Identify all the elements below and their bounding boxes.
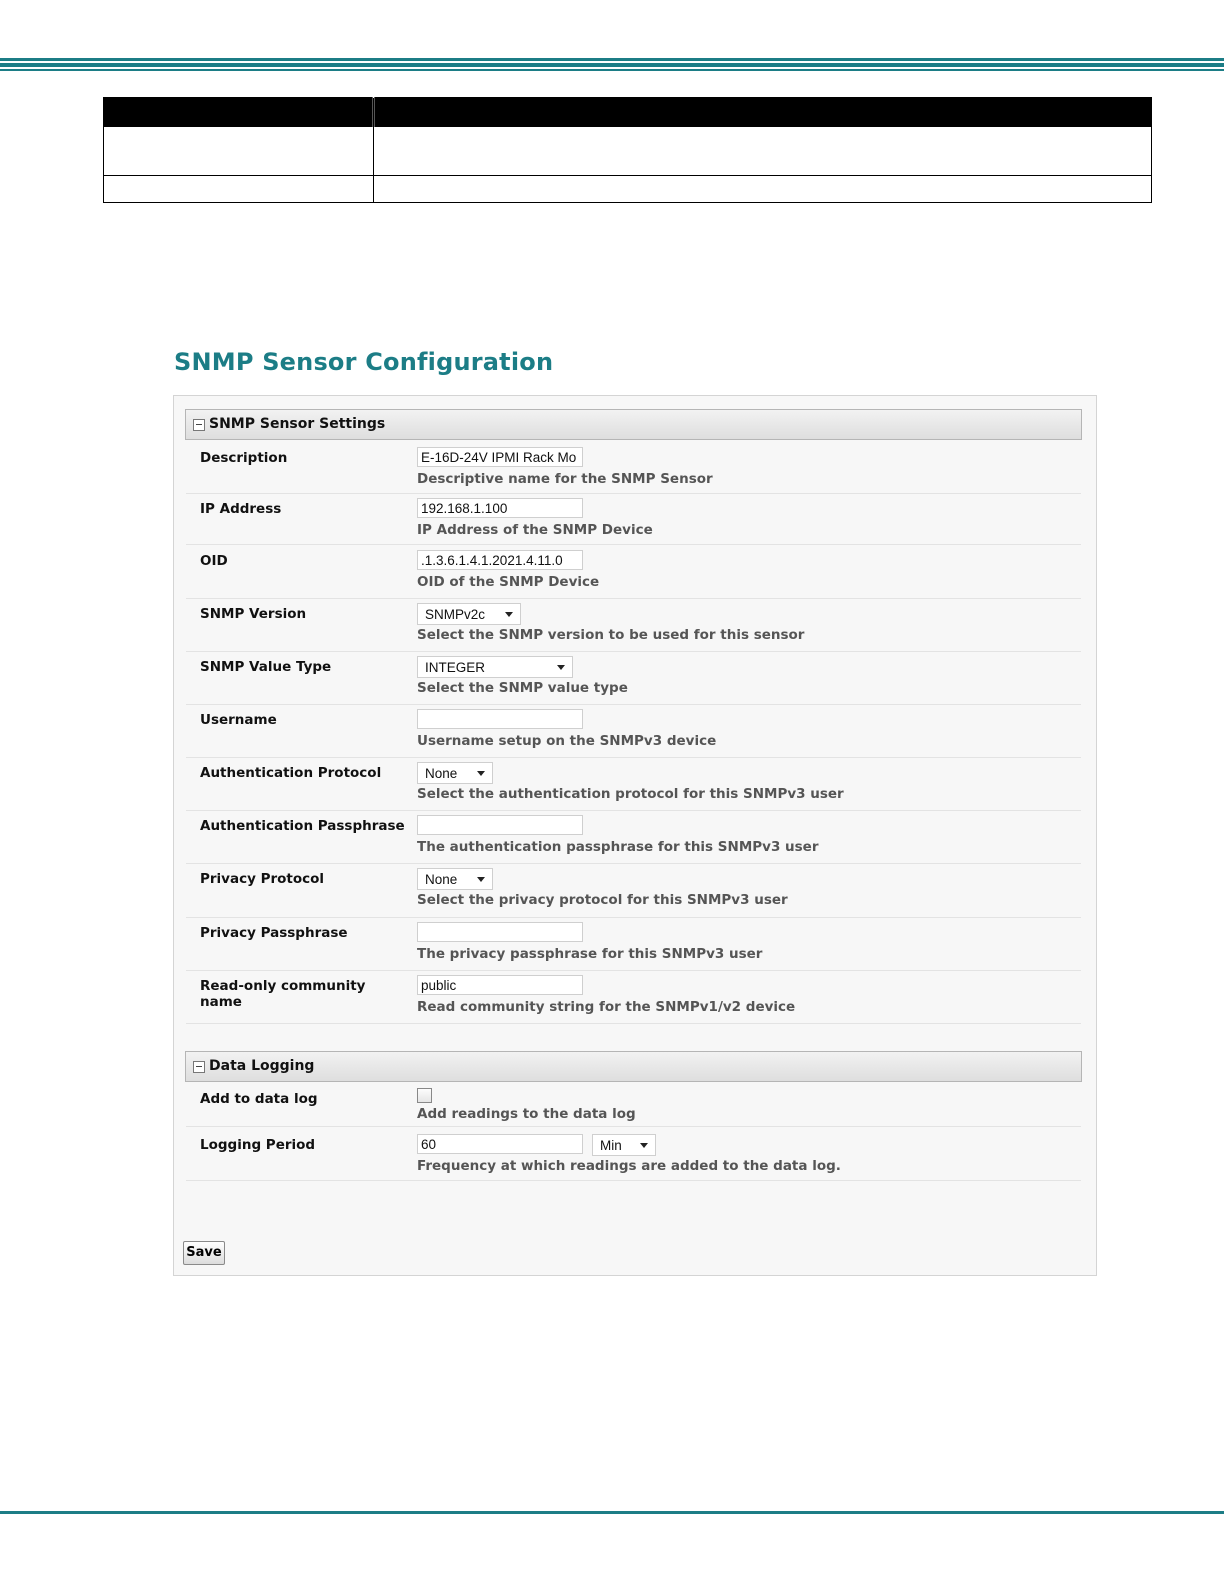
privacy-passphrase-input[interactable] xyxy=(417,922,583,942)
data-logging-header[interactable] xyxy=(185,1051,1082,1082)
field-label: Username xyxy=(200,712,277,728)
field-help: OID of the SNMP Device xyxy=(417,574,600,590)
community-row xyxy=(186,971,1081,1024)
description-input[interactable]: E-16D-24V IPMI Rack Mo xyxy=(417,447,583,467)
chevron-down-icon xyxy=(477,877,485,882)
chevron-down-icon xyxy=(557,665,565,670)
save-button[interactable]: Save xyxy=(183,1241,225,1265)
table-header-cell xyxy=(374,98,1152,127)
document-table xyxy=(103,97,1152,203)
snmp-version-select[interactable] xyxy=(417,603,521,625)
select-value: None xyxy=(425,872,458,887)
snmp-version-row xyxy=(186,599,1081,652)
field-label: IP Address xyxy=(200,501,282,517)
community-input[interactable]: public xyxy=(417,975,583,995)
field-label: Add to data log xyxy=(200,1091,318,1107)
chevron-down-icon xyxy=(640,1143,648,1148)
table-row xyxy=(104,127,1152,176)
select-value: INTEGER xyxy=(425,660,486,675)
description-row xyxy=(186,443,1081,494)
field-label: OID xyxy=(200,553,228,569)
section-title: Data Logging xyxy=(209,1058,315,1074)
table-header-cell xyxy=(104,98,374,127)
oid-row xyxy=(186,546,1081,599)
chevron-down-icon xyxy=(505,612,513,617)
field-label: Authentication Passphrase xyxy=(200,818,405,834)
collapse-icon[interactable] xyxy=(193,419,205,431)
field-help: Descriptive name for the SNMP Sensor xyxy=(417,471,713,487)
auth-protocol-select[interactable] xyxy=(417,762,493,784)
field-help: Select the SNMP value type xyxy=(417,680,628,696)
add-to-log-row xyxy=(186,1084,1081,1127)
header-rule xyxy=(0,58,1224,61)
table-cell xyxy=(104,127,374,176)
chevron-down-icon xyxy=(477,771,485,776)
logging-period-input[interactable]: 60 xyxy=(417,1134,583,1154)
field-label: SNMP Version xyxy=(200,606,307,622)
section-title: SNMP Sensor Settings xyxy=(209,416,386,432)
field-label: Read-only community name xyxy=(200,978,366,1010)
field-label: Authentication Protocol xyxy=(200,765,382,781)
field-help: Frequency at which readings are added to the data log. xyxy=(417,1158,841,1174)
table-cell xyxy=(374,176,1152,203)
field-help: Read community string for the SNMPv1/v2 device xyxy=(417,999,796,1015)
privacy-passphrase-row xyxy=(186,918,1081,971)
field-help: The privacy passphrase for this SNMPv3 user xyxy=(417,946,763,962)
oid-input[interactable]: .1.3.6.1.4.1.2021.4.11.0 xyxy=(417,550,583,570)
table-row xyxy=(104,176,1152,203)
auth-passphrase-row xyxy=(186,811,1081,864)
field-label: Privacy Protocol xyxy=(200,871,325,887)
username-row xyxy=(186,705,1081,758)
ip-address-row xyxy=(186,494,1081,545)
logging-unit-select[interactable] xyxy=(592,1134,656,1156)
logging-period-row xyxy=(186,1130,1081,1181)
privacy-protocol-select[interactable] xyxy=(417,868,493,890)
field-help: Select the SNMP version to be used for this sensor xyxy=(417,627,805,643)
table-cell xyxy=(104,176,374,203)
header-rule xyxy=(0,63,1224,67)
field-help: Username setup on the SNMPv3 device xyxy=(417,733,717,749)
select-value: SNMPv2c xyxy=(425,607,486,622)
field-help: IP Address of the SNMP Device xyxy=(417,522,653,538)
table-cell xyxy=(374,127,1152,176)
collapse-icon[interactable] xyxy=(193,1061,205,1073)
footer-rule xyxy=(0,1511,1224,1514)
page-title: SNMP Sensor Configuration xyxy=(174,348,554,376)
value-type-row xyxy=(186,652,1081,705)
username-input[interactable] xyxy=(417,709,583,729)
auth-protocol-row xyxy=(186,758,1081,811)
field-label: Privacy Passphrase xyxy=(200,925,348,941)
header-rule xyxy=(0,69,1224,71)
ip-address-input[interactable]: 192.168.1.100 xyxy=(417,498,583,518)
field-help: The authentication passphrase for this SNMPv3 user xyxy=(417,839,819,855)
field-help: Add readings to the data log xyxy=(417,1106,636,1122)
value-type-select[interactable] xyxy=(417,656,573,678)
field-label: SNMP Value Type xyxy=(200,659,332,675)
configuration-panel xyxy=(173,395,1097,1276)
auth-passphrase-input[interactable] xyxy=(417,815,583,835)
add-to-log-checkbox[interactable] xyxy=(417,1088,432,1103)
select-value: None xyxy=(425,766,458,781)
field-help: Select the privacy protocol for this SNMPv3 user xyxy=(417,892,788,908)
select-value: Min xyxy=(600,1138,622,1153)
field-label: Description xyxy=(200,450,288,466)
field-label: Logging Period xyxy=(200,1137,316,1153)
table-header-row xyxy=(104,98,1152,127)
field-help: Select the authentication protocol for this SNMPv3 user xyxy=(417,786,844,802)
sensor-settings-header[interactable] xyxy=(185,409,1082,440)
privacy-protocol-row xyxy=(186,864,1081,918)
